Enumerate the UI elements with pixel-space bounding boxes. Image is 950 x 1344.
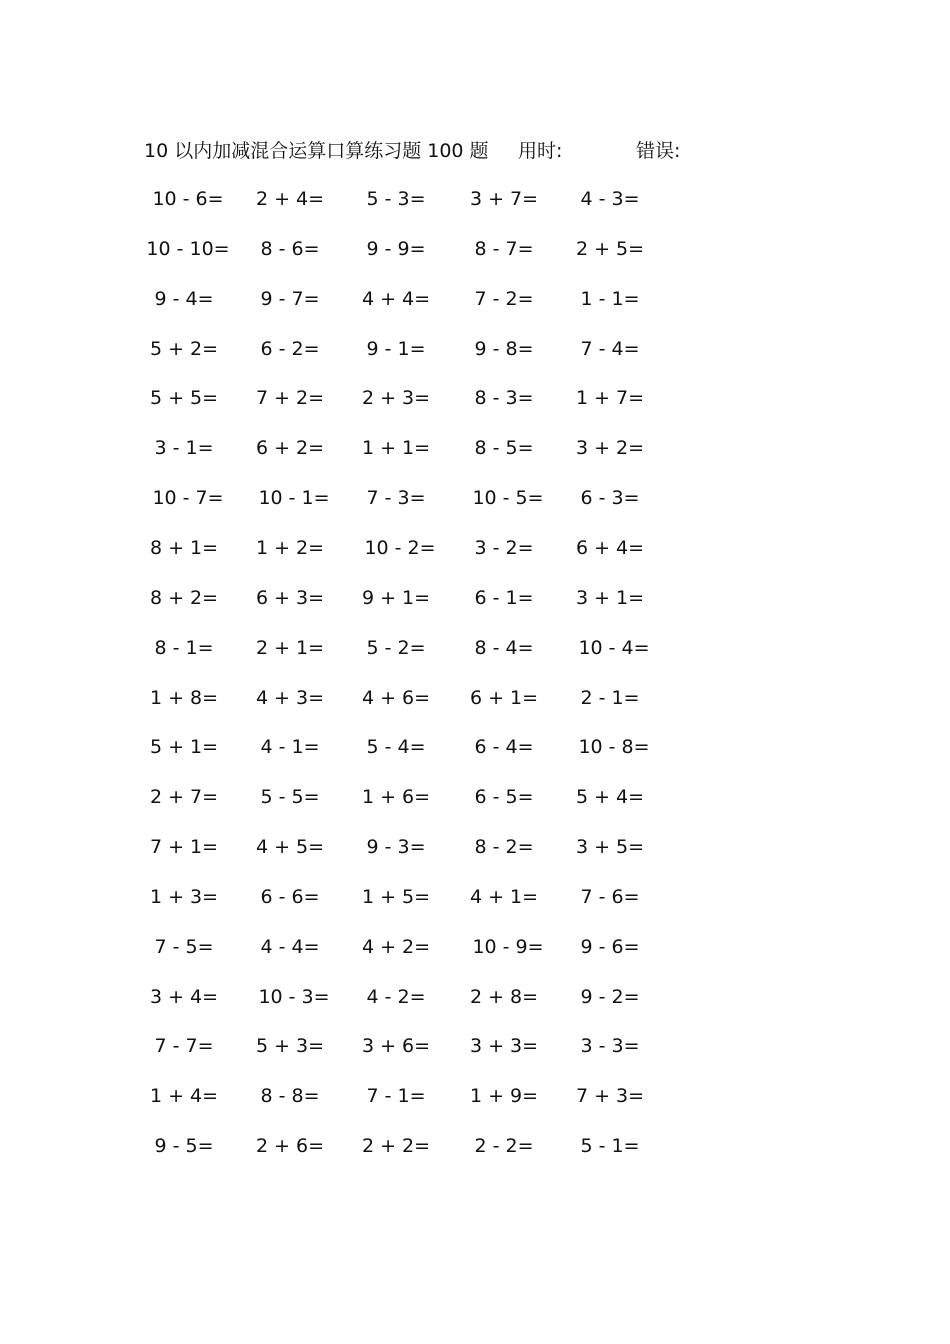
problem-item: 2 - 1= bbox=[580, 687, 640, 709]
problem-item: 1 + 4= bbox=[149, 1085, 219, 1107]
problem-item: 7 + 3= bbox=[575, 1085, 645, 1107]
problem-item: 1 + 7= bbox=[575, 387, 645, 409]
problem-item: 4 - 2= bbox=[366, 986, 426, 1008]
problem-item: 6 - 3= bbox=[580, 487, 640, 509]
problem-item: 2 + 5= bbox=[575, 238, 645, 260]
problem-item: 8 - 7= bbox=[474, 238, 534, 260]
problem-item: 10 - 7= bbox=[152, 487, 224, 509]
problem-item: 5 - 1= bbox=[580, 1135, 640, 1157]
problem-item: 10 - 10= bbox=[146, 238, 230, 260]
problem-item: 1 + 2= bbox=[255, 537, 325, 559]
problem-item: 2 - 2= bbox=[474, 1135, 534, 1157]
problem-item: 5 - 3= bbox=[366, 188, 426, 210]
problem-item: 4 - 1= bbox=[260, 736, 320, 758]
problem-item: 8 - 4= bbox=[474, 637, 534, 659]
problem-item: 10 - 3= bbox=[258, 986, 330, 1008]
problem-item: 6 - 6= bbox=[260, 886, 320, 908]
problem-item: 5 - 4= bbox=[366, 736, 426, 758]
problem-item: 3 + 1= bbox=[575, 587, 645, 609]
problem-item: 9 - 5= bbox=[154, 1135, 214, 1157]
problem-item: 10 - 1= bbox=[258, 487, 330, 509]
problem-item: 4 + 1= bbox=[469, 886, 539, 908]
problem-item: 4 + 4= bbox=[361, 288, 431, 310]
problem-item: 8 - 1= bbox=[154, 637, 214, 659]
problem-item: 7 + 1= bbox=[149, 836, 219, 858]
problem-item: 1 + 3= bbox=[149, 886, 219, 908]
problem-item: 7 - 4= bbox=[580, 338, 640, 360]
problem-item: 5 - 2= bbox=[366, 637, 426, 659]
problem-item: 8 - 5= bbox=[474, 437, 534, 459]
problem-item: 10 - 6= bbox=[152, 188, 224, 210]
problem-item: 5 + 1= bbox=[149, 736, 219, 758]
problem-item: 9 - 2= bbox=[580, 986, 640, 1008]
problem-item: 6 + 3= bbox=[255, 587, 325, 609]
problem-item: 7 - 1= bbox=[366, 1085, 426, 1107]
problem-item: 3 + 7= bbox=[469, 188, 539, 210]
problem-item: 10 - 9= bbox=[472, 936, 544, 958]
problem-item: 6 + 2= bbox=[255, 437, 325, 459]
problem-item: 6 - 1= bbox=[474, 587, 534, 609]
problem-item: 5 + 3= bbox=[255, 1035, 325, 1057]
problem-item: 7 + 2= bbox=[255, 387, 325, 409]
problem-item: 9 - 8= bbox=[474, 338, 534, 360]
problem-item: 6 - 5= bbox=[474, 786, 534, 808]
problem-item: 6 - 4= bbox=[474, 736, 534, 758]
problem-item: 1 + 8= bbox=[149, 687, 219, 709]
problem-item: 3 + 2= bbox=[575, 437, 645, 459]
problem-item: 4 - 3= bbox=[580, 188, 640, 210]
problem-item: 8 + 2= bbox=[149, 587, 219, 609]
problem-item: 2 + 3= bbox=[361, 387, 431, 409]
problem-item: 3 - 1= bbox=[154, 437, 214, 459]
problem-item: 9 - 9= bbox=[366, 238, 426, 260]
problem-item: 2 + 1= bbox=[255, 637, 325, 659]
problem-item: 7 - 6= bbox=[580, 886, 640, 908]
problem-item: 7 - 2= bbox=[474, 288, 534, 310]
problem-item: 8 - 2= bbox=[474, 836, 534, 858]
problem-item: 5 + 4= bbox=[575, 786, 645, 808]
error-label: 错误: bbox=[636, 140, 681, 162]
problem-item: 7 - 5= bbox=[154, 936, 214, 958]
problem-item: 3 + 6= bbox=[361, 1035, 431, 1057]
problem-item: 6 + 4= bbox=[575, 537, 645, 559]
problem-item: 9 - 3= bbox=[366, 836, 426, 858]
problem-item: 10 - 8= bbox=[578, 736, 650, 758]
problem-item: 4 + 5= bbox=[255, 836, 325, 858]
problem-item: 6 + 1= bbox=[469, 687, 539, 709]
problem-item: 10 - 2= bbox=[364, 537, 436, 559]
problem-item: 2 + 2= bbox=[361, 1135, 431, 1157]
problem-item: 9 - 1= bbox=[366, 338, 426, 360]
problem-item: 4 + 6= bbox=[361, 687, 431, 709]
problem-item: 6 - 2= bbox=[260, 338, 320, 360]
problem-item: 10 - 5= bbox=[472, 487, 544, 509]
worksheet-title: 10 以内加减混合运算口算练习题 100 题 bbox=[144, 140, 489, 162]
problem-item: 1 + 6= bbox=[361, 786, 431, 808]
problem-item: 3 + 5= bbox=[575, 836, 645, 858]
problem-item: 4 - 4= bbox=[260, 936, 320, 958]
problem-item: 5 + 5= bbox=[149, 387, 219, 409]
problem-item: 5 - 5= bbox=[260, 786, 320, 808]
problem-item: 4 + 2= bbox=[361, 936, 431, 958]
problem-item: 1 + 1= bbox=[361, 437, 431, 459]
problem-item: 9 - 6= bbox=[580, 936, 640, 958]
problem-item: 7 - 7= bbox=[154, 1035, 214, 1057]
problem-item: 1 + 9= bbox=[469, 1085, 539, 1107]
problem-item: 3 - 2= bbox=[474, 537, 534, 559]
problem-item: 9 + 1= bbox=[361, 587, 431, 609]
problem-item: 1 - 1= bbox=[580, 288, 640, 310]
problem-item: 8 - 8= bbox=[260, 1085, 320, 1107]
problem-item: 8 + 1= bbox=[149, 537, 219, 559]
problem-item: 3 + 4= bbox=[149, 986, 219, 1008]
problem-item: 9 - 4= bbox=[154, 288, 214, 310]
time-label: 用时: bbox=[518, 140, 563, 162]
problem-item: 7 - 3= bbox=[366, 487, 426, 509]
problem-item: 9 - 7= bbox=[260, 288, 320, 310]
problem-item: 10 - 4= bbox=[578, 637, 650, 659]
problem-item: 2 + 6= bbox=[255, 1135, 325, 1157]
problem-item: 2 + 8= bbox=[469, 986, 539, 1008]
problem-item: 3 + 3= bbox=[469, 1035, 539, 1057]
problem-item: 4 + 3= bbox=[255, 687, 325, 709]
problem-item: 8 - 6= bbox=[260, 238, 320, 260]
problem-item: 5 + 2= bbox=[149, 338, 219, 360]
problem-item: 2 + 7= bbox=[149, 786, 219, 808]
problem-item: 8 - 3= bbox=[474, 387, 534, 409]
problem-item: 1 + 5= bbox=[361, 886, 431, 908]
problem-item: 3 - 3= bbox=[580, 1035, 640, 1057]
problem-item: 2 + 4= bbox=[255, 188, 325, 210]
